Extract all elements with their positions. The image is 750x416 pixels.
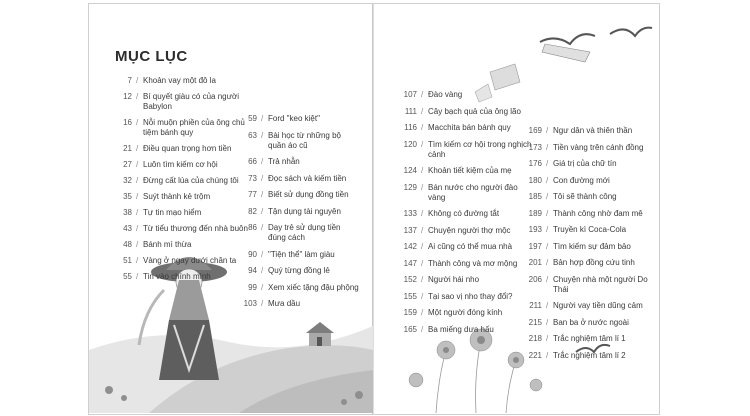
toc-entry[interactable]: 90 / "Tiện thể" làm giàu bbox=[248, 249, 335, 259]
toc-entry[interactable]: 176 / Giá trị của chữ tín bbox=[528, 159, 617, 168]
toc-entry[interactable]: 103 / Mưa dầu bbox=[243, 299, 301, 308]
toc-entry[interactable]: 27 / Luôn tìm kiếm cơ hội bbox=[123, 160, 218, 169]
toc-entry[interactable]: 21 / Điều quan trọng hơn tiền bbox=[123, 144, 232, 153]
toc-entry[interactable]: 73 / Đọc sách và kiếm tiền bbox=[248, 173, 347, 183]
toc-entry[interactable]: 116 / Macchita bán bánh quy bbox=[404, 123, 511, 132]
toc-entry[interactable]: 48 / Bánh mì thừa bbox=[123, 240, 192, 249]
toc-entry[interactable]: 221 / Trắc nghiệm tâm lí 2 bbox=[528, 350, 626, 360]
toc-entry[interactable]: 211 / Người vay tiền dũng cảm bbox=[529, 301, 643, 310]
toc-entry[interactable]: 124 / Khoản tiết kiệm của mẹ bbox=[403, 166, 512, 175]
toc-entry[interactable]: 59 / Ford "keo kiệt" bbox=[248, 114, 320, 123]
toc-entry[interactable]: 51 / Vàng ở ngay dưới chân ta bbox=[123, 256, 237, 265]
toc-entry[interactable]: 159 / Một người đóng kính bbox=[403, 308, 503, 317]
toc-entry[interactable]: 77 / Biết sử dụng đồng tiền bbox=[248, 190, 349, 199]
toc-entry[interactable]: 169 / Ngư dân và thiên thần bbox=[528, 126, 633, 135]
toc-entry[interactable]: 35 / Suýt thành kẻ trộm bbox=[123, 192, 211, 201]
toc-entry[interactable]: 129 / Bán nước cho người đào vàng bbox=[403, 182, 518, 202]
toc-entry[interactable]: 193 / Truyền kì Coca-Cola bbox=[528, 225, 627, 234]
toc-entry[interactable]: 99 / Xem xiếc tặng đậu phộng bbox=[248, 282, 359, 292]
toc-entry[interactable]: 218 / Trắc nghiệm tâm lí 1 bbox=[528, 334, 626, 343]
toc-entry[interactable]: 137 / Chuyện người thợ mộc bbox=[403, 225, 511, 235]
toc-entry[interactable]: 173 / Tiền vàng trên cánh đồng bbox=[528, 142, 644, 152]
toc-entry[interactable]: 111 / Cây bạch quả của ông lão bbox=[404, 106, 521, 116]
toc-column-left-a bbox=[115, 76, 260, 288]
toc-entry[interactable]: 66 / Trả nhẫn bbox=[248, 157, 300, 166]
toc-entry[interactable]: 185 / Tôi sẽ thành công bbox=[528, 192, 617, 201]
toc-column-right-c bbox=[400, 90, 535, 341]
toc-entry[interactable]: 197 / Tìm kiếm sự đảm bảo bbox=[528, 241, 631, 251]
toc-entry[interactable]: 155 / Tại sao vị nho thay đổi? bbox=[403, 291, 513, 301]
toc-entry[interactable]: 120 / Tìm kiếm cơ hội trong nghịch cảnh bbox=[403, 139, 532, 159]
toc-entry[interactable]: 142 / Ai cũng có thể mua nhà bbox=[403, 242, 513, 251]
toc-entry[interactable]: 206 / Chuyện nhà một người Do Thái bbox=[528, 274, 648, 294]
toc-entry[interactable]: 133 / Không có đường tắt bbox=[403, 209, 500, 218]
toc-entry[interactable]: 94 / Quý từng đồng lẻ bbox=[248, 266, 330, 275]
toc-entry[interactable]: 16 / Nỗi muộn phiền của ông chủ tiệm bánh quy bbox=[123, 118, 245, 137]
toc-entry[interactable]: 201 / Bản hợp đồng cứu tinh bbox=[528, 258, 635, 267]
toc-heading: MỤC LỤC bbox=[115, 48, 188, 65]
toc-entry[interactable]: 32 / Đừng cất lúa của chúng tôi bbox=[123, 176, 239, 185]
toc-entry[interactable]: 12 / Bí quyết giàu có của người Babylon bbox=[123, 92, 239, 111]
toc-entry[interactable]: 43 / Từ tiểu thương đến nhà buôn bbox=[123, 224, 248, 233]
toc-entry[interactable]: 7 / Khoản vay một đô la bbox=[127, 76, 216, 85]
toc-entry[interactable]: 152 / Người hái nho bbox=[403, 275, 480, 284]
toc-entry[interactable]: 63 / Bài học từ những bộ quần áo cũ bbox=[248, 130, 341, 150]
toc-column-right-d bbox=[525, 126, 655, 367]
toc-entry[interactable]: 55 / Tin vào chính mình bbox=[123, 272, 211, 281]
toc-entry[interactable]: 107 / Đào vàng bbox=[403, 90, 463, 99]
toc-entry[interactable]: 189 / Thành công nhờ đam mê bbox=[528, 208, 643, 218]
toc-entry[interactable]: 86 / Dạy trẻ sử dụng tiền đúng cách bbox=[248, 223, 341, 242]
toc-entry[interactable]: 38 / Tự tin mạo hiểm bbox=[123, 208, 202, 217]
toc-entry[interactable]: 180 / Con đường mới bbox=[528, 175, 610, 185]
toc-entry[interactable]: 215 / Ban ba ở nước ngoài bbox=[528, 317, 629, 327]
toc-entry[interactable]: 165 / Ba miếng dưa hấu bbox=[403, 324, 494, 334]
toc-column-left-b bbox=[240, 114, 360, 316]
toc-entry[interactable]: 147 / Thành công và mơ mộng bbox=[403, 258, 518, 268]
toc-entry[interactable]: 82 / Tận dụng tài nguyên bbox=[248, 206, 341, 216]
